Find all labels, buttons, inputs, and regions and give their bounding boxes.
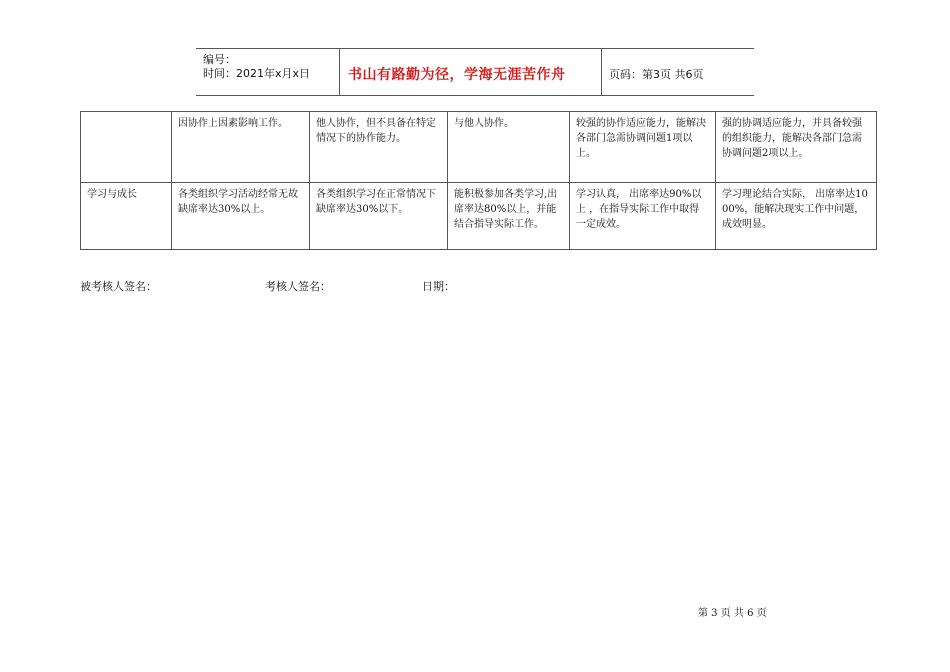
table-cell: 能积极参加各类学习,出席率达80%以上，并能结合指导实际工作。 [448, 183, 570, 250]
header-divider [339, 48, 340, 96]
assessee-signature-label: 被考核人签名： [80, 280, 157, 293]
assessor-signature-label: 考核人签名： [265, 280, 331, 293]
page-header [196, 48, 754, 96]
table-row [81, 112, 877, 183]
table-cell: 强的协调适应能力，并具备较强的组织能力，能解决各部门急需协调问题2项以上。 [716, 112, 877, 183]
header-bottom-rule [196, 95, 754, 96]
table-cell: 学习理论结合实际， 出席率达1000%，能解决现实工作中问题，成效明显。 [716, 183, 877, 250]
header-top-rule [196, 48, 754, 49]
row-label: 学习与成长 [81, 183, 172, 250]
document-date: 时间：2021年x月x日 [203, 67, 311, 80]
signature-date-label: 日期： [422, 280, 455, 293]
table-cell: 与他人协作。 [448, 112, 570, 183]
assessment-criteria-table [80, 111, 877, 250]
page-footer: 第 3 页 共 6 页 [698, 608, 767, 619]
row-label [81, 112, 172, 183]
table-cell: 因协作上因素影响工作。 [172, 112, 310, 183]
table-cell: 他人协作，但不具备在特定情况下的协作能力。 [310, 112, 448, 183]
header-divider [601, 48, 602, 96]
table-row [81, 183, 877, 250]
table-cell: 学习认真， 出席率达90%以上 ，在指导实际工作中取得一定成效。 [570, 183, 716, 250]
table-cell: 较强的协作适应能力，能解决各部门急需协调问题1项以上。 [570, 112, 716, 183]
table-cell: 各类组织学习活动经常无故缺席率达30%以上。 [172, 183, 310, 250]
header-page-number: 页码：第3页 共6页 [609, 68, 704, 81]
header-motto: 书山有路勤为径，学海无涯苦作舟 [348, 67, 566, 83]
document-code-label: 编号： [203, 53, 236, 66]
table-cell: 各类组织学习在正常情况下缺席率达30%以下。 [310, 183, 448, 250]
